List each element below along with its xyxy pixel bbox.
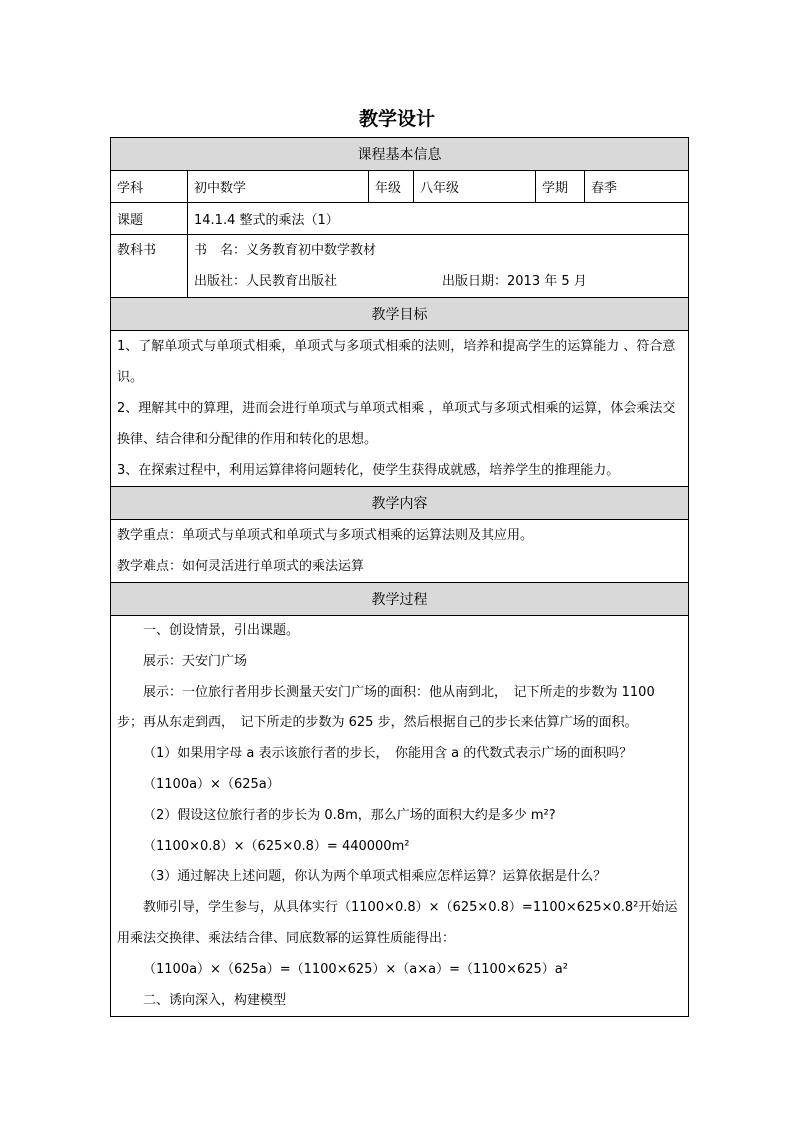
goals-row — [111, 331, 689, 487]
textbook-details — [188, 235, 689, 298]
goals-cell — [111, 331, 689, 487]
process-paragraph: 展示：一位旅行者用步长测量天安门广场的面积：他从南到北， 记下所走的步数为 1100 步；再从东走到西， 记下所走的步数为 625 步，然后根据自己的步长来估算广场的面积。 — [117, 684, 655, 731]
subject-value: 初中数学 — [188, 171, 369, 203]
textbook-pub-date: 出版日期：2013 年 5 月 — [442, 274, 587, 289]
page-title: 教学设计 — [358, 108, 435, 130]
textbook-publisher-line — [194, 267, 682, 297]
process-paragraph: 教师引导，学生参与，从具体实行（1100×0.8）×（625×0.8）=1100×625×0.8²开始运用乘法交换律、乘法结合律、同底数幂的运算性质能得出： — [117, 900, 678, 946]
goal-item: 1、了解单项式与单项式相乘，单项式与多项式相乘的法则，培养和提高学生的运算能力 、符合意识。 — [117, 339, 676, 385]
process-question: （1）如果用字母 a 表示该旅行者的步长， 你能用含 a 的代数式表示广场的面积吗？ — [143, 746, 633, 762]
process-formula: （1100a）×（625a）=（1100×625）×（a×a）=（1100×625）a² — [143, 961, 568, 977]
process-formula: （1100×0.8）×（625×0.8）= 440000m² — [143, 838, 410, 854]
section-title: 课程基本信息 — [111, 138, 689, 171]
process-row — [111, 616, 689, 1017]
process-question: （2）假设这位旅行者的步长为 0.8m，那么广场的面积大约是多少 m²? — [143, 807, 556, 823]
section-title: 教学内容 — [111, 487, 689, 520]
topic-label: 课题 — [111, 203, 188, 235]
process-heading: 一、创设情景，引出课题。 — [143, 623, 300, 638]
process-heading: 二、诱向深入，构建模型 — [143, 992, 287, 1008]
key-point: 教学重点：单项式与单项式和单项式与多项式相乘的运算法则及其应用。 — [117, 528, 534, 543]
term-value: 春季 — [585, 171, 689, 203]
section-header-basic — [111, 138, 689, 171]
topic-row — [111, 203, 689, 235]
section-header-goals — [111, 298, 689, 331]
difficult-point: 教学难点：如何灵活进行单项式的乘法运算 — [117, 559, 365, 574]
grade-value: 八年级 — [414, 171, 536, 203]
term-label: 学期 — [536, 171, 585, 203]
textbook-row — [111, 235, 689, 298]
subject-row — [111, 171, 689, 203]
process-cell — [111, 616, 689, 1017]
textbook-name: 书 名：义务教育初中数学教材 — [194, 243, 377, 258]
subject-label: 学科 — [111, 171, 188, 203]
textbook-label: 教科书 — [111, 235, 188, 298]
content-cell — [111, 520, 689, 583]
goal-item: 2、理解其中的算理，进而会进行单项式与单项式相乘 ，单项式与多项式相乘的运算，体会乘法交换律、结合律和分配律的作用和转化的思想。 — [117, 401, 676, 447]
content-row — [111, 520, 689, 583]
grade-label: 年级 — [369, 171, 414, 203]
process-question: （3）通过解决上述问题，你认为两个单项式相乘应怎样运算？运算依据是什么？ — [143, 869, 607, 885]
lesson-plan-table — [110, 137, 689, 1017]
textbook-publisher: 出版社：人民教育出版社 — [194, 274, 338, 289]
section-header-content — [111, 487, 689, 520]
process-formula: （1100a）×（625a） — [143, 776, 280, 792]
goal-item: 3、在探索过程中，利用运算律将问题转化，使学生获得成就感，培养学生的推理能力。 — [117, 463, 620, 478]
section-title: 教学目标 — [111, 298, 689, 331]
process-paragraph: 展示：天安门广场 — [143, 653, 248, 669]
section-header-process — [111, 583, 689, 616]
topic-value: 14.1.4 整式的乘法（1） — [188, 203, 689, 235]
section-title: 教学过程 — [111, 583, 689, 616]
